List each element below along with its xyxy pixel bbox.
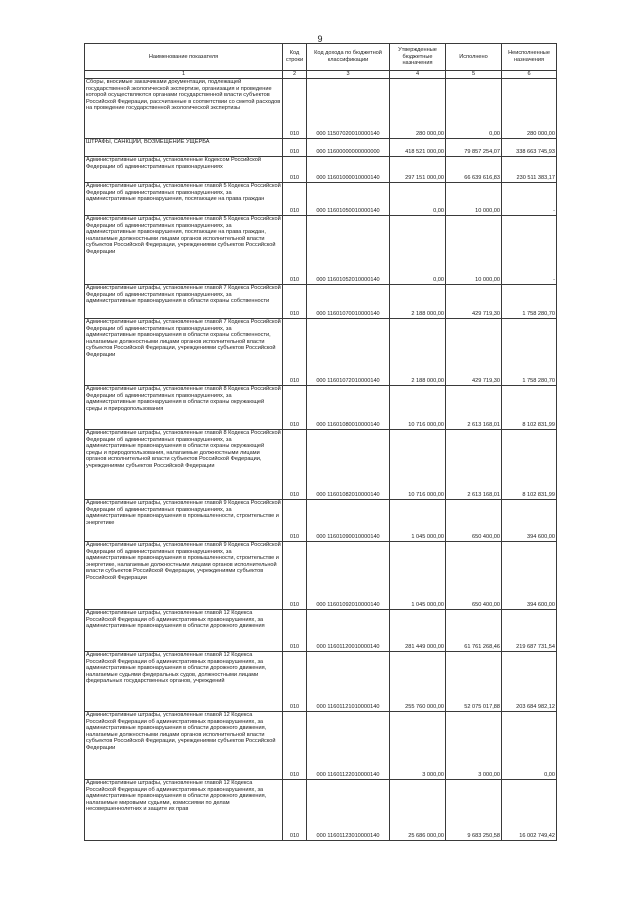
- unexecuted-amount: 219 687 731,54: [502, 610, 557, 652]
- income-code: 000 11601000010000140: [307, 157, 390, 183]
- unexecuted-amount: 394 600,00: [502, 500, 557, 542]
- unexecuted-amount: 0,00: [502, 712, 557, 780]
- table-row: [85, 500, 557, 542]
- table-row: [85, 216, 557, 285]
- executed-amount: 0,00: [446, 79, 502, 139]
- approved-amount: 10 716 000,00: [390, 386, 446, 430]
- line-code: 010: [283, 610, 307, 652]
- indicator-name: Административные штрафы, установленные главой 8 Кодекса Российской Федерации об административных правонарушениях, за административные правонарушения в области охраны окружающей среды и природопользования: [85, 386, 283, 430]
- table-row: [85, 319, 557, 386]
- unexecuted-amount: 1 758 280,70: [502, 319, 557, 386]
- line-code: 010: [283, 712, 307, 780]
- header-executed: Исполнено: [446, 44, 502, 71]
- indicator-name: Административные штрафы, установленные главой 7 Кодекса Российской Федерации об административных правонарушениях, за административные правонарушения в области охраны собственности: [85, 285, 283, 319]
- unexecuted-amount: -: [502, 216, 557, 285]
- income-code: 000 11601050010000140: [307, 183, 390, 216]
- executed-amount: 10 000,00: [446, 183, 502, 216]
- column-number: 2: [283, 71, 307, 79]
- indicator-name: Административные штрафы, установленные главой 5 Кодекса Российской Федерации об административных правонарушениях, за административные правонарушения, посягающие на права граждан, налагаемые должностными лицами органов исполнительной власти субъектов Российской Федерации, учреждениями субъектов Российской Федерации: [85, 216, 283, 285]
- table-row: [85, 157, 557, 183]
- indicator-name: Сборы, вносимые заказчиками документации, подлежащей государственной экологической экспертизе, организация и проведение которой осуществляются органами государственной власти субъектов Российской Федерации, рассчитанные в соответствии со сметой расходов на проведение государственной экологической экспертизы: [85, 79, 283, 139]
- unexecuted-amount: 230 511 383,17: [502, 157, 557, 183]
- income-code: 000 11601090010000140: [307, 500, 390, 542]
- approved-amount: 2 188 000,00: [390, 319, 446, 386]
- header-income-code: Код дохода по бюджетной классификации: [307, 44, 390, 71]
- line-code: 010: [283, 542, 307, 610]
- header-row: [85, 44, 557, 71]
- line-code: 010: [283, 319, 307, 386]
- column-number: 5: [446, 71, 502, 79]
- approved-amount: 0,00: [390, 183, 446, 216]
- approved-amount: 297 151 000,00: [390, 157, 446, 183]
- executed-amount: 3 000,00: [446, 712, 502, 780]
- table-row: [85, 712, 557, 780]
- table-row: [85, 79, 557, 139]
- indicator-name: Административные штрафы, установленные главой 7 Кодекса Российской Федерации об административных правонарушениях, за административные правонарушения в области охраны собственности, налагаемые должностными лицами органов исполнительной власти субъектов Российской Федерации, учреждениями субъектов Российской Федерации: [85, 319, 283, 386]
- indicator-name: Административные штрафы, установленные главой 12 Кодекса Российской Федерации об административных правонарушениях, за административные правонарушения в области дорожного движения, налагаемые мировыми судьями, комиссиями по делам несовершеннолетних и защите их прав: [85, 780, 283, 841]
- income-code: 000 11507020010000140: [307, 79, 390, 139]
- income-code: 000 11601092010000140: [307, 542, 390, 610]
- unexecuted-amount: 203 684 982,12: [502, 652, 557, 712]
- table-row: [85, 652, 557, 712]
- unexecuted-amount: 280 000,00: [502, 79, 557, 139]
- line-code: 010: [283, 780, 307, 841]
- header-line-code: Код строки: [283, 44, 307, 71]
- executed-amount: 52 075 017,88: [446, 652, 502, 712]
- line-code: 010: [283, 430, 307, 500]
- approved-amount: 255 760 000,00: [390, 652, 446, 712]
- indicator-name: Административные штрафы, установленные Кодексом Российской Федерации об административных правонарушениях: [85, 157, 283, 183]
- line-code: 010: [283, 79, 307, 139]
- approved-amount: 280 000,00: [390, 79, 446, 139]
- unexecuted-amount: 338 663 745,93: [502, 139, 557, 157]
- approved-amount: 281 449 000,00: [390, 610, 446, 652]
- indicator-name: Административные штрафы, установленные главой 12 Кодекса Российской Федерации об административных правонарушениях, за административные правонарушения в области дорожного движения, налагаемые судьями федеральных судов, должностными лицами федеральных государственных органов, учреждений: [85, 652, 283, 712]
- header-indicator-name: Наименование показателя: [85, 44, 283, 71]
- approved-amount: 418 521 000,00: [390, 139, 446, 157]
- line-code: 010: [283, 157, 307, 183]
- unexecuted-amount: 8 102 831,99: [502, 386, 557, 430]
- approved-amount: 3 000,00: [390, 712, 446, 780]
- table-row: [85, 542, 557, 610]
- approved-amount: 2 188 000,00: [390, 285, 446, 319]
- column-number: 3: [307, 71, 390, 79]
- line-code: 010: [283, 652, 307, 712]
- income-code: 000 11601072010000140: [307, 319, 390, 386]
- table-row: [85, 139, 557, 157]
- unexecuted-amount: 8 102 831,99: [502, 430, 557, 500]
- indicator-name: Административные штрафы, установленные главой 12 Кодекса Российской Федерации об административных правонарушениях, за административные правонарушения в области дорожного движения, налагаемые должностными лицами органов исполнительной власти субъектов Российской Федерации, учреждениями субъектов Российской Федерации: [85, 712, 283, 780]
- income-code: 000 11601120010000140: [307, 610, 390, 652]
- unexecuted-amount: 1 758 280,70: [502, 285, 557, 319]
- header-approved: Утвержденные бюджетные назначения: [390, 44, 446, 71]
- income-code: 000 11601070010000140: [307, 285, 390, 319]
- table-row: [85, 780, 557, 841]
- table-row: [85, 183, 557, 216]
- income-code: 000 11601052010000140: [307, 216, 390, 285]
- executed-amount: 9 683 250,58: [446, 780, 502, 841]
- unexecuted-amount: 16 002 749,42: [502, 780, 557, 841]
- approved-amount: 1 045 000,00: [390, 500, 446, 542]
- line-code: 010: [283, 216, 307, 285]
- unexecuted-amount: -: [502, 183, 557, 216]
- approved-amount: 10 716 000,00: [390, 430, 446, 500]
- line-code: 010: [283, 386, 307, 430]
- budget-execution-table: [84, 43, 557, 841]
- executed-amount: 10 000,00: [446, 216, 502, 285]
- executed-amount: 650 400,00: [446, 500, 502, 542]
- indicator-name: Административные штрафы, установленные главой 8 Кодекса Российской Федерации об административных правонарушениях, за административные правонарушения в области охраны окружающей среды и природопользования, налагаемые должностными лицами органов исполнительной власти субъектов Российской Федерации, учреждениями субъектов Российской Федерации: [85, 430, 283, 500]
- income-code: 000 11601122010000140: [307, 712, 390, 780]
- line-code: 010: [283, 183, 307, 216]
- table-row: [85, 430, 557, 500]
- executed-amount: 429 719,30: [446, 319, 502, 386]
- column-number: 1: [85, 71, 283, 79]
- line-code: 010: [283, 500, 307, 542]
- approved-amount: 25 686 000,00: [390, 780, 446, 841]
- executed-amount: 61 761 268,46: [446, 610, 502, 652]
- table-row: [85, 386, 557, 430]
- indicator-name: Административные штрафы, установленные главой 9 Кодекса Российской Федерации об административных правонарушениях, за административные правонарушения в промышленности, строительстве и энергетике, налагаемые должностными лицами органов исполнительной власти субъектов Российской Федерации, учреждениями субъектов Российской Федерации: [85, 542, 283, 610]
- line-code: 010: [283, 139, 307, 157]
- executed-amount: 2 613 168,01: [446, 386, 502, 430]
- column-number: 4: [390, 71, 446, 79]
- indicator-name: ШТРАФЫ, САНКЦИИ, ВОЗМЕЩЕНИЕ УЩЕРБА: [85, 139, 283, 157]
- unexecuted-amount: 394 600,00: [502, 542, 557, 610]
- income-code: 000 11601080010000140: [307, 386, 390, 430]
- executed-amount: 429 719,30: [446, 285, 502, 319]
- table-row: [85, 285, 557, 319]
- executed-amount: 650 400,00: [446, 542, 502, 610]
- indicator-name: Административные штрафы, установленные главой 9 Кодекса Российской Федерации об административных правонарушениях, за административные правонарушения в промышленности, строительстве и энергетике: [85, 500, 283, 542]
- executed-amount: 79 857 254,07: [446, 139, 502, 157]
- header-unexecuted: Неисполненные назначения: [502, 44, 557, 71]
- income-code: 000 11601121010000140: [307, 652, 390, 712]
- table-row: [85, 610, 557, 652]
- executed-amount: 66 639 616,83: [446, 157, 502, 183]
- indicator-name: Административные штрафы, установленные главой 5 Кодекса Российской Федерации об административных правонарушениях, за административные правонарушения, посягающие на права граждан: [85, 183, 283, 216]
- column-number-row: [85, 71, 557, 79]
- approved-amount: 0,00: [390, 216, 446, 285]
- income-code: 000 11601082010000140: [307, 430, 390, 500]
- executed-amount: 2 613 168,01: [446, 430, 502, 500]
- page-number: 9: [317, 34, 323, 44]
- income-code: 000 11600000000000000: [307, 139, 390, 157]
- column-number: 6: [502, 71, 557, 79]
- line-code: 010: [283, 285, 307, 319]
- indicator-name: Административные штрафы, установленные главой 12 Кодекса Российской Федерации об административных правонарушениях, за административные правонарушения в области дорожного движения: [85, 610, 283, 652]
- approved-amount: 1 045 000,00: [390, 542, 446, 610]
- income-code: 000 11601123010000140: [307, 780, 390, 841]
